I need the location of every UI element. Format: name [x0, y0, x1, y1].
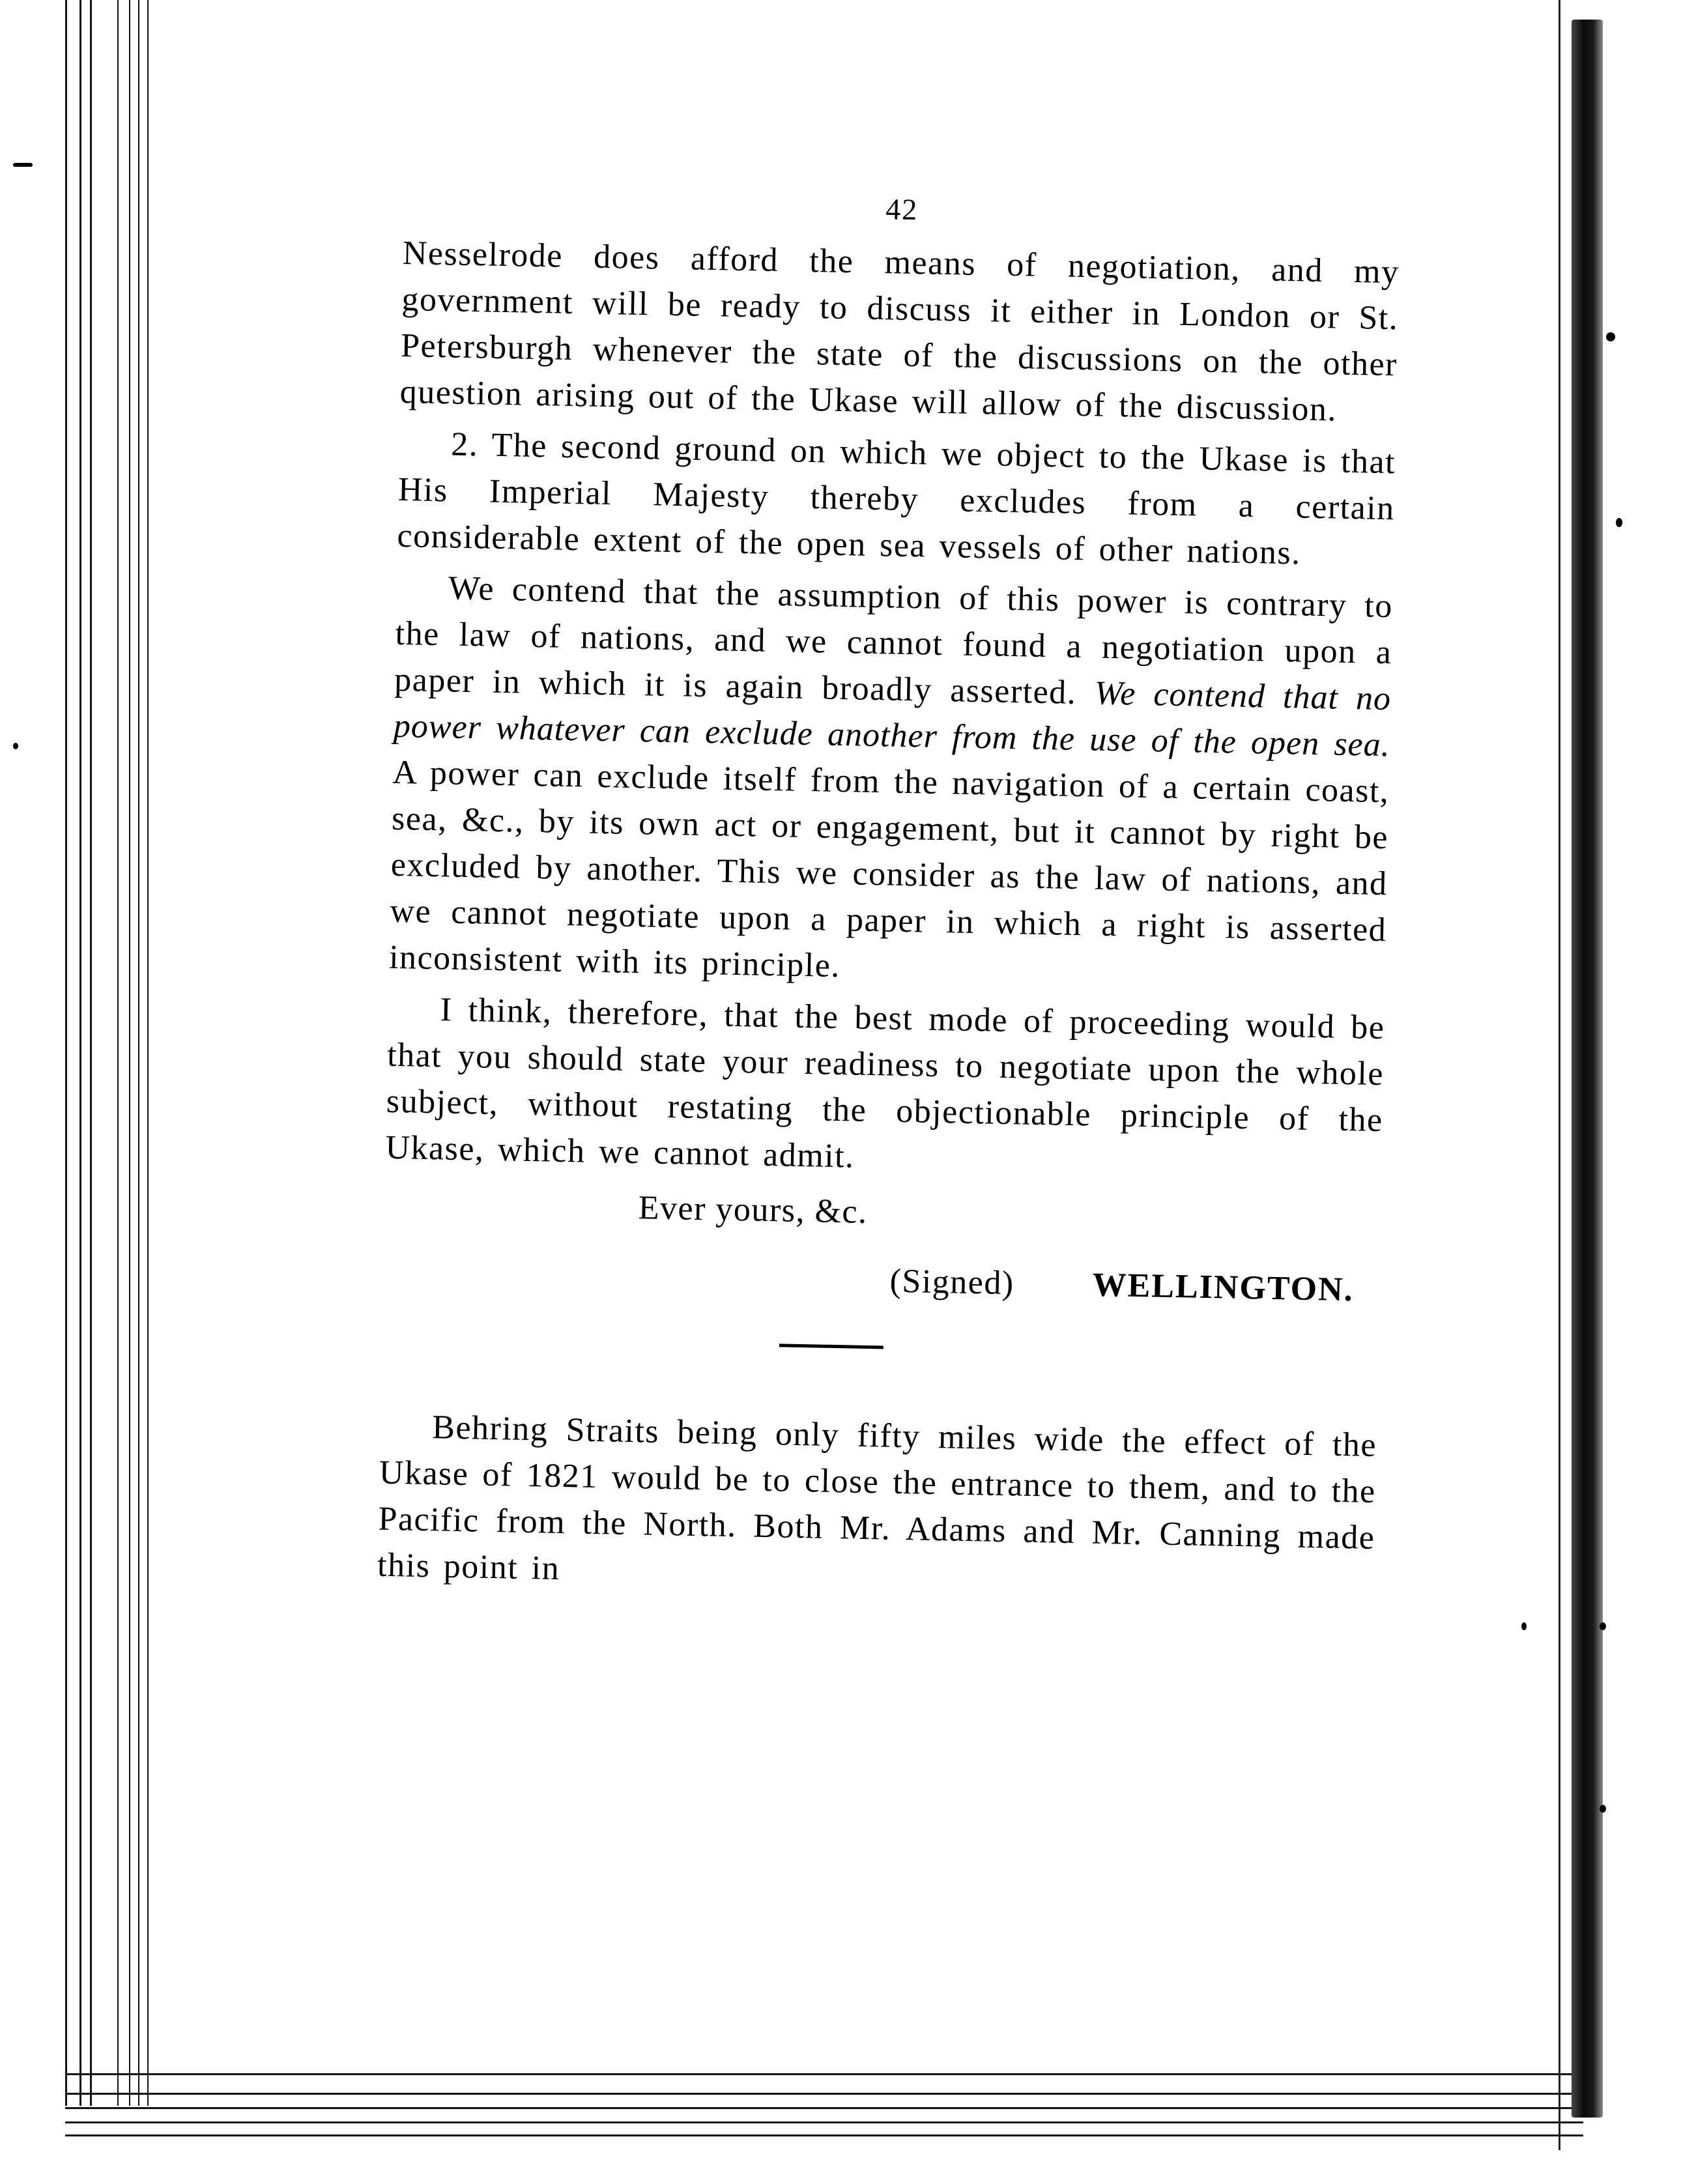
ink-speck — [13, 163, 33, 167]
signature-name: WELLINGTON. — [1092, 1266, 1355, 1309]
paragraph-4: I think, therefore, that the best mode of proceeding would be that you should state your readiness to negotiate upon the whole subject, without restating the objectionable principle of the Ukase, which we cannot admit. — [385, 991, 1385, 1175]
paragraph-2: 2. The second ground on which we object to the Ukase is that His Imperial Majesty thereby excludes from a certain considerable extent of the open sea vessels of other nations. — [397, 425, 1396, 572]
ink-speck — [1600, 1805, 1606, 1813]
page-gutter-line — [1559, 0, 1567, 2150]
signed-label: (Signed) — [889, 1262, 1015, 1302]
ink-speck — [1606, 332, 1615, 341]
paragraph-3 — [388, 564, 1393, 999]
ink-speck — [1521, 1622, 1527, 1630]
page-binding-shadow — [1572, 20, 1603, 2118]
page-stack-left-edge — [39, 0, 182, 2184]
ink-speck — [1600, 1622, 1606, 1630]
signature-line — [382, 1252, 1354, 1310]
paragraph-5: Behring Straits being only fifty miles wide the effect of the Ukase of 1821 would be to close the entrance to them, and to the Pacific from the North. Both Mr. Adams and Mr. Canning made this point in — [377, 1409, 1377, 1587]
paragraph-3-text-b: A power can exclude itself from the navigation of a certain coast, sea, &c., by its own act or engagement, but it cannot by right be excluded by another. This we consider as the law of nations, and we cannot negotiate upon a paper in which a right is asserted inconsistent with its principle. — [388, 753, 1390, 985]
page-number: 42 — [885, 192, 919, 227]
ink-speck — [13, 743, 18, 749]
paragraph-1: Nesselrode does afford the means of negotiation, and my government will be ready to discuss it either in London or St. Petersburgh whenever the state of the discussions on the other question arising out of the Ukase will allow of the discussion. — [399, 234, 1400, 429]
paragraph-3-text-a: We contend that the assumption of this power is contrary to the law of nations, and we cannot found a negotiation upon a paper in which it is again broadly asserted. — [394, 569, 1394, 711]
ink-speck — [1616, 518, 1622, 527]
page-stack-bottom-edge — [65, 2067, 1583, 2171]
book-page — [373, 182, 1401, 1830]
closing-line: Ever yours, &c. — [638, 1189, 869, 1231]
paragraph-3-italic: We contend that no power whatever can exclude another from the use of the open sea. — [393, 674, 1392, 764]
